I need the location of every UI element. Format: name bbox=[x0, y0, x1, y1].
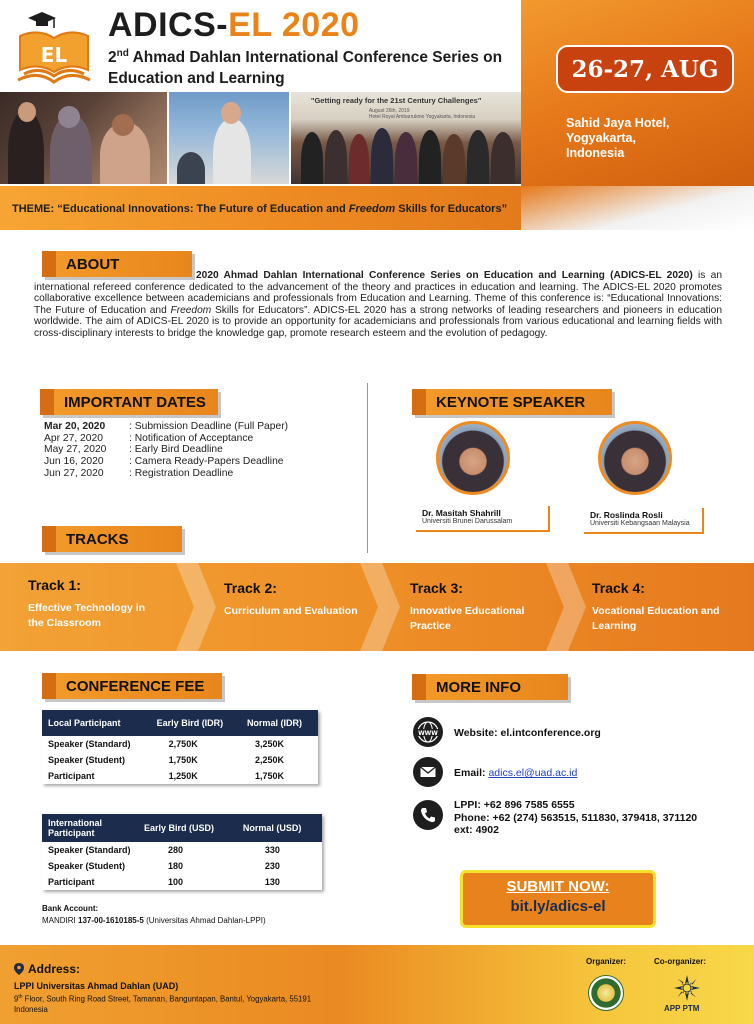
speaker-name: Dr. Roslinda Rosli bbox=[590, 510, 663, 520]
speaker-photo-2 bbox=[598, 421, 672, 495]
submit-title: SUBMIT NOW: bbox=[506, 878, 610, 895]
table-header-row: Local Participant Early Bird (IDR) Normal (IDR) bbox=[42, 710, 318, 736]
table-row: Speaker (Student) 1,750K 2,250K bbox=[48, 755, 284, 765]
about-text: 2020 Ahmad Dahlan International Conference Series on Education and Learning (ADICS-EL 2020) is an international refereed conference dedicated to the advancement of the theory and practices in education and learning. The ADICS-EL 2020 promotes collaborative excellence between academicians and professionals from Education and Learning. Theme of this conference is: “Educational Innovations: The Future of Education and Freedom Skills for Educators”. ADICS-EL 2020 has a strong networks of leading researchers and pioneers in education worldwide. The aim of ADICS-EL 2020 is to provide an opportunity for academicians and professionals from various educational and learning fields with cross-disciplinary interests to bridge the knowledge gap, promote research esteem and the evolution of pedagogy. bbox=[34, 270, 722, 339]
date-row: Jun 27, 2020 : Registration Deadline bbox=[44, 467, 234, 479]
conference-photo-speaker bbox=[169, 92, 289, 184]
submit-link[interactable]: bit.ly/adics-el bbox=[510, 898, 606, 915]
table-row: Speaker (Student) 180 230 bbox=[48, 861, 280, 871]
chevron-divider-icon bbox=[176, 563, 216, 651]
organizer-label: Organizer: bbox=[586, 957, 627, 966]
submit-now-button[interactable] bbox=[460, 870, 656, 928]
keynote-speaker-heading: KEYNOTE SPEAKER bbox=[412, 389, 612, 415]
location-pin-icon bbox=[14, 963, 24, 975]
table-row: Speaker (Standard) 2,750K 3,250K bbox=[48, 739, 284, 749]
track-item-2: Track 2: Curriculum and Evaluation bbox=[224, 580, 358, 617]
table-row: Participant 100 130 bbox=[48, 877, 280, 887]
envelope-icon bbox=[413, 757, 443, 787]
conference-theme: THEME: “Educational Innovations: The Future of Education and Freedom Skills for Educators” bbox=[12, 203, 508, 215]
section-divider bbox=[367, 383, 368, 553]
app-ptm-logo-icon bbox=[673, 974, 701, 1002]
international-fee-table bbox=[42, 814, 322, 890]
theme-bar-stripe bbox=[521, 186, 754, 230]
photo-banner-sub: August 26th, 2019 Hotel Royal Ambarrukmo Yogyakarta, Indonesia bbox=[368, 108, 476, 120]
track-item-3: Track 3: Innovative Educational Practice bbox=[410, 580, 525, 632]
local-fee-table bbox=[42, 710, 318, 784]
speaker-card-2 bbox=[584, 508, 704, 534]
event-date-badge: 26-27, AUG bbox=[556, 45, 734, 93]
logo-letters: EL bbox=[40, 43, 68, 67]
email-link[interactable]: adics.el@uad.ac.id bbox=[488, 767, 578, 779]
photo-banner-text: "Getting ready for the 21st Century Challenges" bbox=[310, 96, 482, 105]
photo-strip bbox=[0, 92, 521, 184]
table-row: Speaker (Standard) 280 330 bbox=[48, 845, 280, 855]
speaker-photo-1 bbox=[436, 421, 510, 495]
important-dates-heading: IMPORTANT DATES bbox=[40, 389, 218, 415]
email-text: Email: adics.el@uad.ac.id bbox=[454, 767, 578, 779]
tracks-band bbox=[0, 563, 754, 651]
conference-logo bbox=[14, 8, 96, 86]
globe-icon bbox=[413, 717, 443, 747]
coorganizer-name: APP PTM bbox=[664, 1004, 700, 1013]
chevron-divider-icon bbox=[360, 563, 400, 651]
phone-icon bbox=[413, 800, 443, 830]
website-text: Website: el.intconference.org bbox=[454, 727, 601, 739]
table-row: Participant 1,250K 1,750K bbox=[48, 771, 284, 781]
speaker-affiliation: Universiti Kebangsaan Malaysia bbox=[590, 520, 690, 527]
address-organization: LPPI Universitas Ahmad Dahlan (UAD) bbox=[14, 981, 179, 991]
event-info-panel bbox=[521, 0, 754, 212]
page-title: ADICS-EL 2020 bbox=[108, 6, 360, 44]
address-country: Indonesia bbox=[14, 1005, 48, 1014]
speaker-affiliation: Universiti Brunei Darussalam bbox=[422, 518, 513, 525]
conference-photo-group bbox=[291, 92, 521, 184]
phone-text: LPPI: +62 896 7585 6555 Phone: +62 (274) 563515, 511830, 379418, 371120 ext: 4902 bbox=[454, 799, 698, 836]
date-row: Mar 20, 2020 : Submission Deadline (Full Paper) bbox=[44, 421, 289, 432]
track-item-4: Track 4: Vocational Education and Learning bbox=[592, 580, 720, 632]
subtitle-line-2: Education and Learning bbox=[108, 70, 285, 87]
about-heading: ABOUT bbox=[42, 251, 192, 277]
chevron-divider-icon bbox=[546, 563, 586, 651]
conference-photo-audience bbox=[0, 92, 167, 184]
subtitle-line-1: 2nd Ahmad Dahlan International Conference Series on bbox=[108, 48, 503, 67]
svg-text:WWW: WWW bbox=[418, 729, 438, 737]
bank-account-label: Bank Account: bbox=[42, 904, 99, 913]
date-row: Apr 27, 2020 : Notification of Acceptance bbox=[44, 432, 254, 444]
table-header-row: International Participant Early Bird (USD) Normal (USD) bbox=[42, 814, 322, 842]
address-heading: Address: bbox=[14, 962, 80, 976]
address-street: 9th Floor, South Ring Road Street, Tamanan, Banguntapan, Bantul, Yogyakarta, 55191 bbox=[14, 994, 312, 1004]
track-item-1: Track 1: Effective Technology in the Classroom bbox=[28, 577, 146, 629]
conference-fee-heading: CONFERENCE FEE bbox=[42, 673, 222, 699]
venue-line-2: Yogyakarta, bbox=[566, 131, 636, 145]
date-row: May 27, 2020 : Early Bird Deadline bbox=[44, 444, 223, 456]
uad-seal-icon bbox=[588, 975, 624, 1011]
speaker-name: Dr. Masitah Shahrill bbox=[422, 508, 501, 518]
more-info-heading: MORE INFO bbox=[412, 674, 568, 700]
important-dates-list bbox=[44, 421, 288, 480]
venue-line-3: Indonesia bbox=[566, 146, 625, 160]
speaker-card-1 bbox=[416, 506, 550, 532]
venue-line-1: Sahid Jaya Hotel, bbox=[566, 116, 670, 130]
coorganizer-label: Co-organizer: bbox=[654, 957, 706, 966]
date-row: Jun 16, 2020 : Camera Ready-Papers Deadline bbox=[44, 456, 284, 468]
tracks-heading: TRACKS bbox=[42, 526, 182, 552]
bank-account-value: MANDIRI 137-00-1610185-5 (Universitas Ahmad Dahlan-LPPI) bbox=[42, 916, 266, 925]
